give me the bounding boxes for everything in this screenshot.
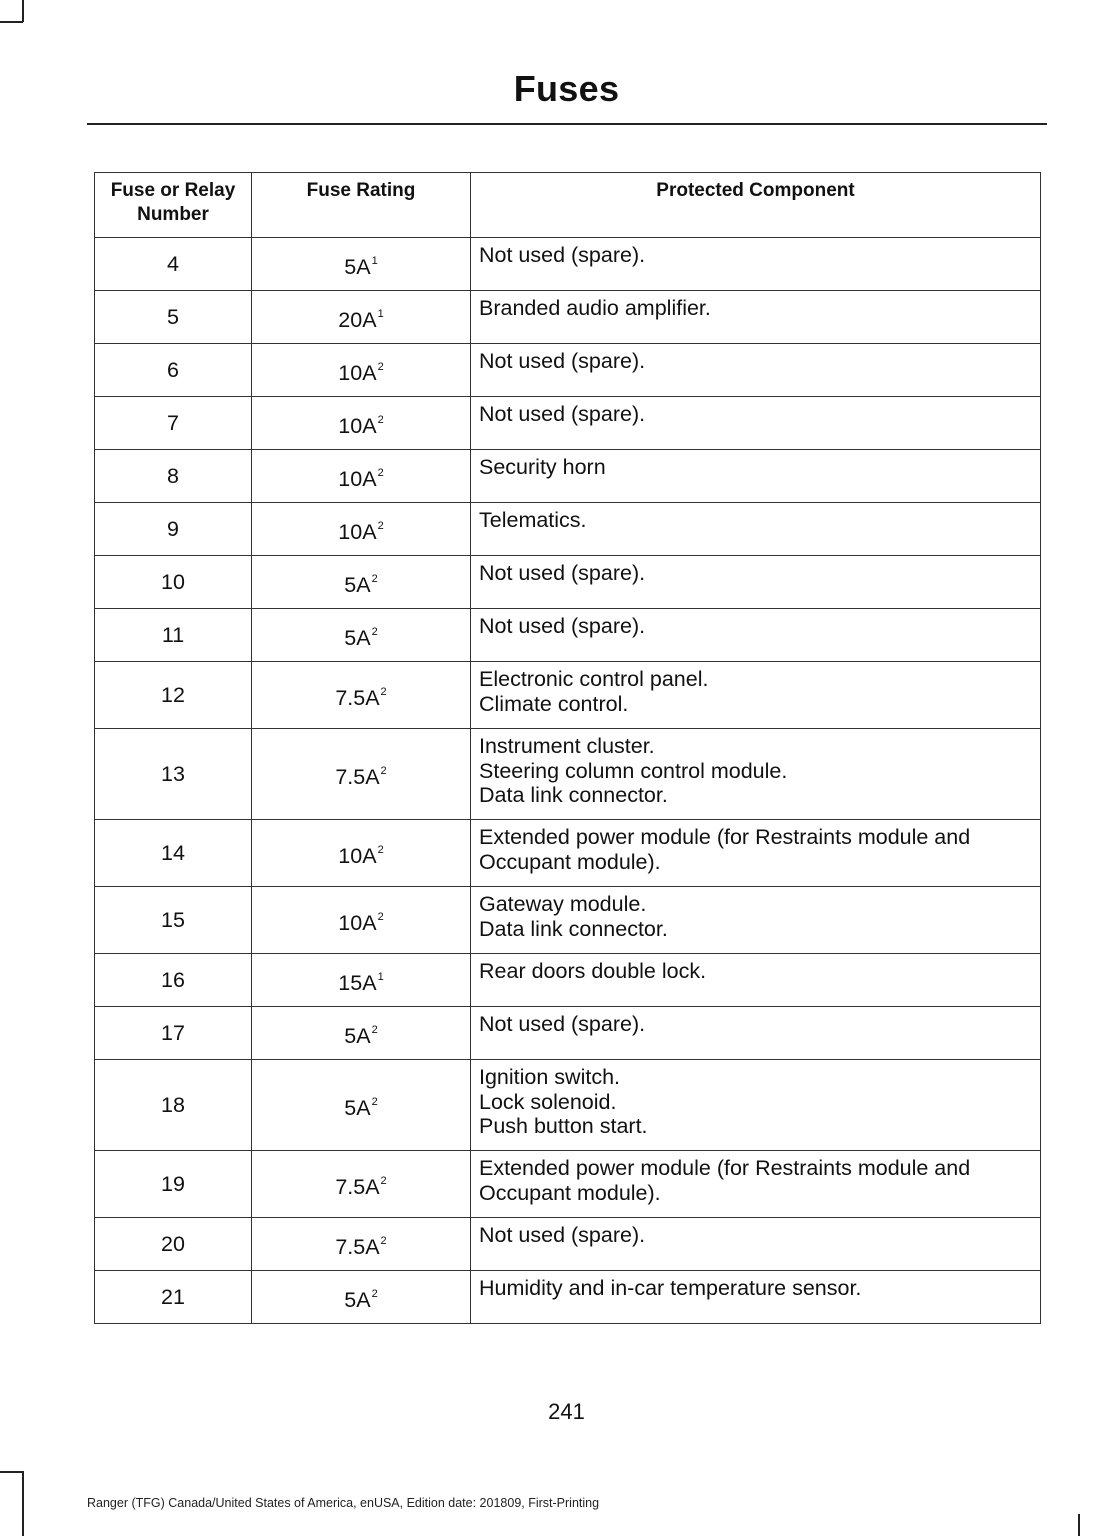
protected-component-cell	[471, 1218, 1041, 1271]
fuse-rating-value: 7.5A	[335, 685, 380, 710]
fuse-rating-value: 10A	[338, 360, 377, 385]
footnote-marker: 1	[377, 307, 384, 320]
component-line: Data link connector.	[479, 916, 668, 941]
footnote-marker: 2	[371, 1095, 378, 1108]
fuse-number-cell: 12	[95, 662, 252, 729]
fuse-rating-cell	[252, 954, 471, 1007]
fuse-number-cell: 16	[95, 954, 252, 1007]
crop-mark	[1078, 1514, 1080, 1536]
footnote-marker: 2	[377, 466, 384, 479]
table-row	[95, 1218, 1041, 1271]
fuse-rating-value: 7.5A	[335, 1174, 380, 1199]
table-row	[95, 291, 1041, 344]
component-line: Security horn	[479, 455, 606, 479]
footnote-marker: 2	[380, 1174, 387, 1187]
fuse-number-cell: 20	[95, 1218, 252, 1271]
component-line: Not used (spare).	[479, 1012, 646, 1036]
table-row	[95, 1060, 1041, 1151]
component-line: Not used (spare).	[479, 561, 646, 585]
component-line: Lock solenoid.	[479, 1089, 617, 1114]
fuse-rating-cell	[252, 820, 471, 887]
fuse-rating-value: 10A	[338, 466, 377, 491]
component-line: Steering column control module.	[479, 758, 788, 783]
footnote-marker: 2	[377, 910, 384, 923]
table-row	[95, 503, 1041, 556]
table-row	[95, 954, 1041, 1007]
component-line: Not used (spare).	[479, 243, 646, 267]
component-line: Not used (spare).	[479, 402, 646, 426]
protected-component-cell	[471, 291, 1041, 344]
footnote-marker: 2	[371, 625, 378, 638]
component-line: Occupant module).	[479, 849, 661, 874]
fuse-table-body	[95, 238, 1041, 1324]
crop-mark	[0, 1471, 23, 1473]
fuse-rating-cell	[252, 729, 471, 820]
component-line: Rear doors double lock.	[479, 959, 707, 983]
fuse-rating-value: 7.5A	[335, 764, 380, 789]
fuse-rating-cell	[252, 291, 471, 344]
fuse-rating-value: 5A	[344, 254, 371, 279]
protected-component-cell	[471, 238, 1041, 291]
component-line: Data link connector.	[479, 783, 668, 807]
table-row	[95, 556, 1041, 609]
fuse-rating-value: 5A	[344, 1023, 371, 1048]
table-row	[95, 1271, 1041, 1324]
fuse-number-cell: 9	[95, 503, 252, 556]
footnote-marker: 2	[380, 685, 387, 698]
page-title: Fuses	[513, 68, 620, 109]
component-line: Humidity and in-car temperature sensor.	[479, 1276, 862, 1300]
table-row	[95, 820, 1041, 887]
fuse-number-cell: 6	[95, 344, 252, 397]
page-number: 241	[548, 1399, 585, 1424]
protected-component-cell	[471, 1007, 1041, 1060]
footnote-marker: 2	[377, 360, 384, 373]
footnote-marker: 2	[371, 1287, 378, 1300]
component-line: Extended power module (for Restraints module and	[479, 1156, 971, 1180]
component-line: Not used (spare).	[479, 614, 646, 638]
fuse-number-cell: 17	[95, 1007, 252, 1060]
fuse-rating-cell	[252, 1218, 471, 1271]
component-line: Not used (spare).	[479, 1223, 646, 1247]
table-row	[95, 887, 1041, 954]
fuse-rating-value: 10A	[338, 413, 377, 438]
crop-mark	[22, 0, 24, 22]
protected-component-cell	[471, 503, 1041, 556]
footnote-marker: 2	[377, 519, 384, 532]
fuse-rating-cell	[252, 397, 471, 450]
fuse-rating-value: 7.5A	[335, 1234, 380, 1259]
component-line: Instrument cluster.	[479, 734, 655, 758]
table-row	[95, 1151, 1041, 1218]
fuse-rating-cell	[252, 1271, 471, 1324]
fuse-rating-value: 5A	[344, 625, 371, 650]
table-row	[95, 397, 1041, 450]
fuse-rating-value: 10A	[338, 910, 377, 935]
header-protected-component: Protected Component	[471, 173, 1041, 238]
fuse-number-cell: 8	[95, 450, 252, 503]
fuse-table	[94, 172, 1041, 1324]
fuse-rating-value: 10A	[338, 519, 377, 544]
component-line: Electronic control panel.	[479, 667, 709, 691]
fuse-rating-cell	[252, 609, 471, 662]
table-row	[95, 344, 1041, 397]
fuse-number-cell: 15	[95, 887, 252, 954]
component-line: Ignition switch.	[479, 1065, 621, 1089]
footnote-marker: 2	[377, 413, 384, 426]
protected-component-cell	[471, 609, 1041, 662]
fuse-number-cell: 10	[95, 556, 252, 609]
title-rule	[87, 123, 1047, 125]
protected-component-cell	[471, 1271, 1041, 1324]
protected-component-cell	[471, 1060, 1041, 1151]
fuse-rating-value: 5A	[344, 1287, 371, 1312]
protected-component-cell	[471, 450, 1041, 503]
component-line: Push button start.	[479, 1114, 648, 1138]
fuse-rating-value: 15A	[338, 970, 377, 995]
footnote-marker: 1	[371, 254, 378, 267]
fuse-number-cell: 14	[95, 820, 252, 887]
protected-component-cell	[471, 820, 1041, 887]
footnote-marker: 2	[377, 843, 384, 856]
protected-component-cell	[471, 954, 1041, 1007]
footnote-marker: 1	[377, 970, 384, 983]
protected-component-cell	[471, 887, 1041, 954]
protected-component-cell	[471, 397, 1041, 450]
component-line: Not used (spare).	[479, 349, 646, 373]
table-row	[95, 662, 1041, 729]
fuse-rating-value: 5A	[344, 572, 371, 597]
protected-component-cell	[471, 344, 1041, 397]
crop-mark	[0, 21, 23, 23]
fuse-rating-cell	[252, 503, 471, 556]
fuse-number-cell: 19	[95, 1151, 252, 1218]
fuse-rating-value: 20A	[338, 307, 377, 332]
fuse-rating-cell	[252, 556, 471, 609]
fuse-rating-value: 10A	[338, 843, 377, 868]
table-row	[95, 450, 1041, 503]
header-fuse-rating: Fuse Rating	[252, 173, 471, 238]
fuse-rating-cell	[252, 344, 471, 397]
fuse-rating-cell	[252, 450, 471, 503]
fuse-rating-value: 5A	[344, 1095, 371, 1120]
fuse-rating-cell	[252, 1007, 471, 1060]
footnote-marker: 2	[371, 572, 378, 585]
fuse-number-cell: 11	[95, 609, 252, 662]
component-line: Branded audio amplifier.	[479, 296, 711, 320]
footer-edition: Ranger (TFG) Canada/United States of America, enUSA, Edition date: 201809, First-Printing	[87, 1496, 600, 1510]
fuse-rating-cell	[252, 887, 471, 954]
table-header-row	[95, 173, 1041, 238]
protected-component-cell	[471, 1151, 1041, 1218]
footnote-marker: 2	[371, 1023, 378, 1036]
fuse-rating-cell	[252, 238, 471, 291]
fuse-number-cell: 5	[95, 291, 252, 344]
header-fuse-number: Fuse or Relay Number	[95, 173, 252, 238]
protected-component-cell	[471, 556, 1041, 609]
component-line: Telematics.	[479, 508, 587, 532]
protected-component-cell	[471, 729, 1041, 820]
table-row	[95, 1007, 1041, 1060]
footnote-marker: 2	[380, 1234, 387, 1247]
fuse-number-cell: 4	[95, 238, 252, 291]
table-row	[95, 609, 1041, 662]
component-line: Climate control.	[479, 691, 629, 716]
fuse-number-cell: 13	[95, 729, 252, 820]
table-row	[95, 238, 1041, 291]
fuse-rating-cell	[252, 662, 471, 729]
fuse-number-cell: 18	[95, 1060, 252, 1151]
fuse-number-cell: 21	[95, 1271, 252, 1324]
component-line: Extended power module (for Restraints module and	[479, 825, 971, 849]
component-line: Occupant module).	[479, 1180, 661, 1205]
fuse-rating-cell	[252, 1151, 471, 1218]
fuse-rating-cell	[252, 1060, 471, 1151]
component-line: Gateway module.	[479, 892, 647, 916]
crop-mark	[22, 1471, 24, 1536]
protected-component-cell	[471, 662, 1041, 729]
footnote-marker: 2	[380, 764, 387, 777]
fuse-number-cell: 7	[95, 397, 252, 450]
table-row	[95, 729, 1041, 820]
